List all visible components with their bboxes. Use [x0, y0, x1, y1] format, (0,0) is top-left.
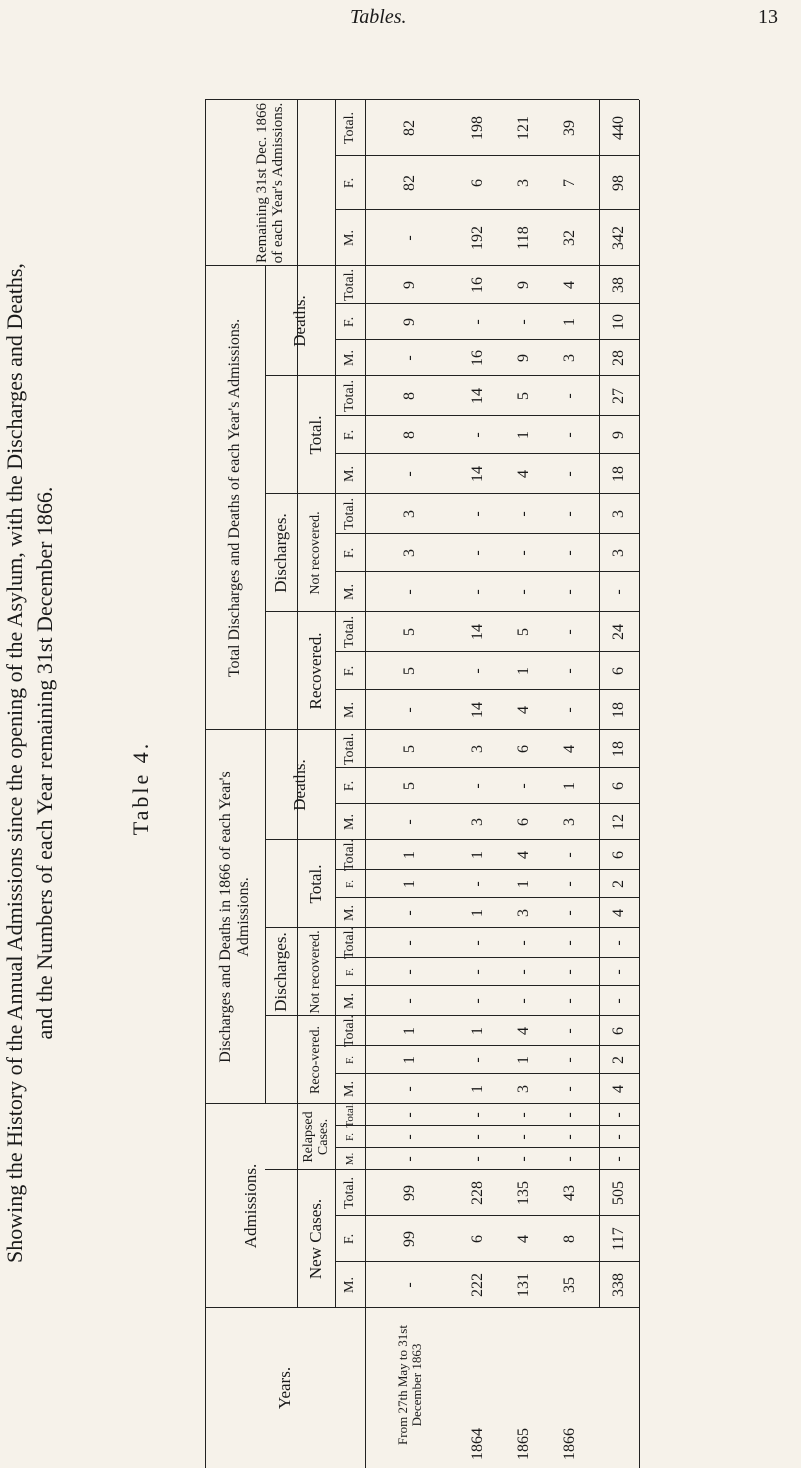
row-divider [335, 100, 336, 1308]
year-label: 1864 [469, 1428, 487, 1460]
table-cell: - [561, 1028, 579, 1034]
table-cell: - [401, 910, 419, 916]
subheader-m: M. [343, 1152, 356, 1166]
table-cell: - [469, 668, 487, 674]
column-divider [335, 985, 639, 986]
table-cell: 4 [515, 851, 533, 859]
table-cell: - [469, 319, 487, 325]
column-divider [335, 869, 639, 870]
table-cell: 14 [469, 624, 487, 640]
header-dd-1866-recovered: Reco-vered. [308, 1025, 324, 1095]
table-cell: 4 [561, 281, 579, 289]
column-divider [335, 957, 639, 958]
table-cell: 7 [561, 179, 579, 187]
total-cell: 2 [610, 1056, 628, 1064]
table-cell: 8 [561, 1235, 579, 1243]
table-cell: 1 [515, 880, 533, 888]
column-divider [335, 689, 639, 690]
total-cell: 440 [610, 116, 628, 140]
table-cell: - [561, 969, 579, 975]
header-dd-total-deaths: Deaths. [289, 295, 309, 347]
table-cell: 131 [515, 1273, 533, 1297]
table-cell: - [401, 1156, 419, 1162]
table-cell: 198 [469, 116, 487, 140]
column-divider [335, 453, 639, 454]
table-cell: - [515, 783, 533, 789]
table-cell: - [401, 819, 419, 825]
header-dd-1866-total: Total. [305, 864, 325, 904]
total-cell: 3 [610, 549, 628, 557]
table-cell: 3 [515, 1085, 533, 1093]
subheader-total: Total. [342, 732, 358, 766]
table-cell: - [561, 707, 579, 713]
column-divider [335, 155, 639, 156]
subheader-f: F. [343, 1133, 356, 1141]
table-cell: - [469, 998, 487, 1004]
table-cell: 1 [515, 667, 533, 675]
year-label: 1866 [561, 1428, 579, 1460]
table-cell: 82 [401, 120, 419, 136]
table-cell: 8 [401, 431, 419, 439]
table-cell: 1 [401, 880, 419, 888]
column-divider [205, 265, 639, 266]
subheader-m: M. [342, 905, 358, 921]
table-cell: - [561, 1134, 579, 1140]
subheader-m: M. [342, 230, 358, 246]
table-cell: 3 [561, 818, 579, 826]
column-divider [265, 1015, 639, 1016]
header-dd-1866-not-recovered: Not recovered. [308, 930, 324, 1014]
table-cell: 6 [469, 179, 487, 187]
total-cell: 18 [610, 702, 628, 718]
table-cell: 4 [515, 706, 533, 714]
subheader-f: F. [343, 880, 356, 888]
total-cell: - [610, 998, 628, 1004]
table-cell: 16 [469, 277, 487, 293]
table-cell: - [469, 940, 487, 946]
row-divider [639, 100, 640, 1468]
table-cell: - [469, 1112, 487, 1118]
page-number: 13 [758, 6, 778, 28]
table-cell: 5 [401, 782, 419, 790]
table-cell: 1 [401, 1056, 419, 1064]
table-cell: 118 [515, 226, 533, 250]
table-cell: 99 [401, 1185, 419, 1201]
table-cell: - [469, 969, 487, 975]
subheader-f: F. [343, 1056, 356, 1064]
total-cell: 6 [610, 782, 628, 790]
total-cell: 12 [610, 814, 628, 830]
subheader-total: Total. [342, 838, 358, 872]
total-cell: - [610, 1112, 628, 1118]
total-cell: 9 [610, 431, 628, 439]
table-cell: 5 [401, 667, 419, 675]
header-dd-total: Total Discharges and Deaths of each Year's Admissions. [226, 318, 244, 678]
table-cell: - [469, 432, 487, 438]
table-cell: - [515, 319, 533, 325]
table-cell: 99 [401, 1231, 419, 1247]
table-cell: 4 [561, 745, 579, 753]
year-label: From 27th May to 31st December 1863 [394, 1325, 424, 1445]
row-divider [599, 100, 600, 1308]
table-cell: - [515, 940, 533, 946]
history-table [205, 0, 685, 1468]
year-label: 1865 [515, 1428, 533, 1460]
table-cell: 6 [515, 745, 533, 753]
page-header-title: Tables. [350, 6, 407, 28]
table-cell: - [515, 511, 533, 517]
subheader-m: M. [342, 584, 358, 600]
table-cell: - [401, 940, 419, 946]
table-cell: - [515, 1156, 533, 1162]
table-cell: - [561, 589, 579, 595]
column-divider [335, 1125, 639, 1126]
total-cell: - [610, 589, 628, 595]
header-new-cases: New Cases. [305, 1198, 325, 1280]
total-cell: 4 [610, 909, 628, 917]
column-divider [335, 209, 639, 210]
table-cell: 1 [515, 431, 533, 439]
subheader-m: M. [342, 350, 358, 366]
column-divider [335, 533, 639, 534]
table-cell: 3 [469, 818, 487, 826]
column-divider [205, 1103, 639, 1104]
total-cell: 27 [610, 388, 628, 404]
subheader-total: Total. [342, 1014, 358, 1048]
table-cell: 9 [401, 318, 419, 326]
total-cell: - [610, 1134, 628, 1140]
table-cell: - [561, 471, 579, 477]
subheader-m: M. [342, 702, 358, 718]
column-divider [265, 927, 639, 928]
column-divider [205, 729, 639, 730]
total-cell: 6 [610, 1027, 628, 1035]
table-cell: 39 [561, 120, 579, 136]
table-cell: 6 [469, 1235, 487, 1243]
table-cell: - [401, 1282, 419, 1288]
total-cell: 98 [610, 175, 628, 191]
table-cell: 5 [515, 392, 533, 400]
subheader-total: Total. [343, 1102, 356, 1128]
subheader-total: Total. [342, 111, 358, 145]
row-divider [265, 266, 266, 1104]
table-cell: 5 [401, 628, 419, 636]
table-cell: 35 [561, 1277, 579, 1293]
table-cell: - [401, 1134, 419, 1140]
table-cell: - [561, 550, 579, 556]
column-divider [335, 651, 639, 652]
table-cell: 121 [515, 116, 533, 140]
table-cell: 16 [469, 350, 487, 366]
column-divider [335, 303, 639, 304]
row-divider [365, 100, 366, 1468]
table-cell: - [515, 1112, 533, 1118]
table-cell: - [469, 881, 487, 887]
table-cell: - [515, 1134, 533, 1140]
subheader-total: Total. [342, 1176, 358, 1210]
column-divider [265, 1169, 639, 1170]
subheader-m: M. [342, 993, 358, 1009]
table-cell: - [561, 1156, 579, 1162]
subheader-m: M. [342, 1277, 358, 1293]
column-divider [335, 897, 639, 898]
subheader-f: F. [342, 316, 358, 328]
table-label: Table 4. [128, 740, 153, 836]
subheader-total: Total. [342, 497, 358, 531]
table-cell: 1 [469, 1027, 487, 1035]
table-cell: - [561, 668, 579, 674]
table-cell: - [401, 471, 419, 477]
column-divider [335, 1073, 639, 1074]
table-cell: 1 [561, 318, 579, 326]
table-cell: - [561, 1112, 579, 1118]
table-cell: 1 [469, 909, 487, 917]
table-cell: - [469, 1134, 487, 1140]
header-dd-1866-discharges: Discharges. [270, 932, 290, 1012]
table-cell: 3 [515, 909, 533, 917]
table-cell: - [401, 969, 419, 975]
header-remaining: Remaining 31st Dec. 1866 of each Year's Admissions. [253, 102, 286, 264]
table-cell: 5 [401, 745, 419, 753]
subheader-f: F. [342, 429, 358, 441]
column-divider [205, 99, 639, 100]
table-cell: - [561, 511, 579, 517]
table-cell: - [515, 589, 533, 595]
total-cell: - [610, 940, 628, 946]
table-cell: 192 [469, 226, 487, 250]
subheader-f: F. [342, 177, 358, 189]
column-divider [265, 611, 639, 612]
row-divider [205, 100, 206, 1468]
table-cell: 3 [515, 179, 533, 187]
table-cell: - [469, 1057, 487, 1063]
column-divider [335, 767, 639, 768]
column-divider [335, 339, 639, 340]
table-cell: 4 [515, 470, 533, 478]
subheader-total: Total. [342, 926, 358, 960]
table-cell: 1 [401, 851, 419, 859]
subheader-total: Total. [342, 615, 358, 649]
subheader-total: Total. [342, 268, 358, 302]
table-cell: 32 [561, 230, 579, 246]
subheader-m: M. [342, 1081, 358, 1097]
header-dd-total-total: Total. [305, 415, 325, 455]
table-cell: - [515, 550, 533, 556]
column-divider [265, 375, 639, 376]
table-cell: - [561, 1086, 579, 1092]
total-cell: 18 [610, 741, 628, 757]
table-cell: - [561, 998, 579, 1004]
row-divider [297, 100, 298, 1308]
column-divider [335, 1045, 639, 1046]
table-cell: - [561, 432, 579, 438]
table-cell: - [515, 969, 533, 975]
table-cell: 3 [401, 510, 419, 518]
table-cell: - [561, 629, 579, 635]
table-cell: - [561, 910, 579, 916]
header-dd-1866: Discharges and Deaths in 1866 of each Year's Admissions. [217, 771, 252, 1063]
header-relapsed: Relapsed Cases. [300, 1111, 331, 1163]
total-cell: - [610, 969, 628, 975]
table-cell: - [401, 998, 419, 1004]
column-divider [335, 571, 639, 572]
table-cell: 9 [515, 354, 533, 362]
total-cell: 2 [610, 880, 628, 888]
table-cell: 43 [561, 1185, 579, 1201]
header-admissions: Admissions. [240, 1163, 260, 1249]
table-cell: - [401, 235, 419, 241]
total-cell: 4 [610, 1085, 628, 1093]
table-cell: 135 [515, 1181, 533, 1205]
table-cell: - [469, 589, 487, 595]
table-cell: 222 [469, 1273, 487, 1297]
total-cell: - [610, 1156, 628, 1162]
table-cell: 3 [561, 354, 579, 362]
table-cell: - [401, 1112, 419, 1118]
column-divider [205, 1307, 639, 1308]
header-dd-total-not-recovered: Not recovered. [308, 511, 324, 595]
table-cell: - [401, 355, 419, 361]
table-cell: 14 [469, 466, 487, 482]
column-divider [265, 839, 639, 840]
column-divider [335, 803, 639, 804]
table-cell: - [561, 881, 579, 887]
header-dd-total-discharges: Discharges. [270, 513, 290, 593]
table-cell: 9 [515, 281, 533, 289]
column-divider [265, 493, 639, 494]
table-cell: - [401, 707, 419, 713]
total-cell: 6 [610, 851, 628, 859]
column-divider [335, 1261, 639, 1262]
total-cell: 10 [610, 314, 628, 330]
subheader-f: F. [342, 1233, 358, 1245]
total-cell: 338 [610, 1273, 628, 1297]
total-cell: 3 [610, 510, 628, 518]
table-cell: - [561, 852, 579, 858]
total-cell: 342 [610, 226, 628, 250]
table-cell: 1 [561, 782, 579, 790]
caption-line-1: Showing the History of the Annual Admissions since the opening of the Asylum, with the Discharges and Deaths, [2, 263, 27, 1263]
table-cell: - [469, 1156, 487, 1162]
table-cell: 4 [515, 1027, 533, 1035]
table-cell: 1 [469, 851, 487, 859]
column-divider [335, 1147, 639, 1148]
table-cell: - [561, 393, 579, 399]
table-cell: - [561, 940, 579, 946]
table-cell: 6 [515, 818, 533, 826]
total-cell: 38 [610, 277, 628, 293]
table-cell: 14 [469, 388, 487, 404]
table-cell: 228 [469, 1181, 487, 1205]
total-cell: 6 [610, 667, 628, 675]
subheader-f: F. [343, 968, 356, 976]
subheader-f: F. [342, 780, 358, 792]
table-cell: 3 [401, 549, 419, 557]
table-cell: 5 [515, 628, 533, 636]
subheader-total: Total. [342, 379, 358, 413]
total-cell: 28 [610, 350, 628, 366]
table-cell: 3 [469, 745, 487, 753]
subheader-f: F. [342, 547, 358, 559]
caption-line-2: and the Numbers of each Year remaining 31st December 1866. [32, 486, 57, 1040]
table-cell: - [401, 1086, 419, 1092]
header-years: Years. [274, 1366, 294, 1410]
total-cell: 505 [610, 1181, 628, 1205]
table-cell: 1 [515, 1056, 533, 1064]
table-cell: 4 [515, 1235, 533, 1243]
table-cell: - [401, 589, 419, 595]
header-dd-1866-deaths: Deaths. [289, 759, 309, 811]
column-divider [335, 1215, 639, 1216]
header-dd-total-recovered: Recovered. [305, 632, 325, 710]
table-cell: 14 [469, 702, 487, 718]
subheader-f: F. [342, 665, 358, 677]
table-cell: 9 [401, 281, 419, 289]
table-cell: 82 [401, 175, 419, 191]
table-cell: - [469, 511, 487, 517]
table-cell: - [469, 783, 487, 789]
table-cell: 1 [401, 1027, 419, 1035]
total-cell: 117 [610, 1227, 628, 1251]
subheader-m: M. [342, 814, 358, 830]
column-divider [335, 415, 639, 416]
table-cell: - [561, 1057, 579, 1063]
table-cell: - [469, 550, 487, 556]
total-cell: 18 [610, 466, 628, 482]
table-cell: 8 [401, 392, 419, 400]
table-cell: 1 [469, 1085, 487, 1093]
total-cell: 24 [610, 624, 628, 640]
table-cell: - [515, 998, 533, 1004]
subheader-m: M. [342, 466, 358, 482]
